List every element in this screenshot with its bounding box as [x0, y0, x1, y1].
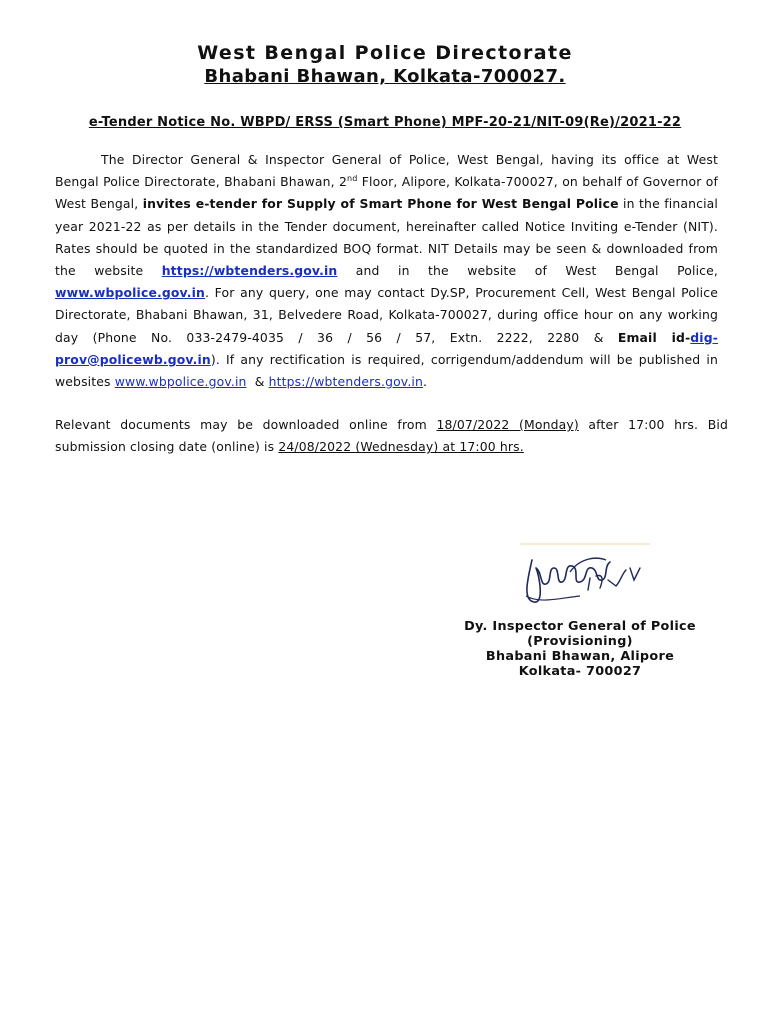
wbpolice-link-2[interactable]: www.wbpolice.gov.in — [114, 374, 247, 390]
office-title: West Bengal Police Directorate — [197, 42, 573, 64]
signature-underline — [526, 596, 580, 600]
p1-text-b: Floor, Alipore, Kolkata-700027, on behalf of Governor of West Bengal, — [55, 174, 719, 212]
p1-text-f: ). If any rectification is required, corrigendum/addendum will be published in websites — [55, 351, 718, 390]
wbpolice-link[interactable]: www.wbpolice.gov.in — [55, 285, 205, 301]
notice-paragraph-2 — [55, 414, 728, 458]
handwritten-signature — [510, 538, 660, 618]
p1-bold-invite: invites e-tender for Supply of Smart Phone for West Bengal Police — [142, 196, 619, 212]
download-date: 18/07/2022 (Monday) — [436, 417, 579, 432]
closing-date: 24/08/2022 (Wednesday) at 17:00 hrs. — [278, 439, 524, 455]
p1-text-c: in the financial year 2021-22 as per details in the Tender document, hereinafter called Notice Inviting e-Tender (NIT). Rates should be quoted in the standardized BOQ format. NIT Details may be seen & downloaded from the website — [55, 196, 718, 279]
email-label: Email id- — [617, 329, 691, 345]
p1-superscript: nd — [347, 174, 358, 184]
signatory-city: Kolkata- 700027 — [518, 664, 642, 679]
wbtenders-link[interactable]: https://wbtenders.gov.in — [161, 263, 338, 279]
signature-stroke-main — [527, 560, 610, 602]
p1-text-a: The Director General & Inspector General of Police, West Bengal, having its office at West Bengal Police Directorate, Bhabani Bhawan, 2 — [55, 152, 718, 190]
p2-text-a: Relevant documents may be downloaded online from — [55, 417, 437, 432]
signatory-block — [445, 619, 715, 679]
email-link[interactable]: dig-prov@policewb.gov.in — [55, 329, 719, 367]
office-address: Bhabani Bhawan, Kolkata-700027. — [204, 66, 566, 87]
p1-text-e: . For any query, one may contact Dy.SP, Procurement Cell, West Bengal Police Directorate, Bhabani Bhawan, 31, Belvedere Road, Kolkata-700027, during office hour on any working day (Phone No. 033-2479-4035 / 36 / 56 / 57, Extn. 2222, 2280 & — [55, 285, 718, 345]
notice-paragraph-1 — [55, 149, 718, 393]
wbtenders-link-2[interactable]: https://wbtenders.gov.in — [268, 374, 424, 390]
signatory-department: (Provisioning) — [527, 634, 633, 649]
signatory-designation: Dy. Inspector General of Police — [464, 619, 696, 634]
signatory-office: Bhabani Bhawan, Alipore — [485, 649, 675, 664]
notice-number: e-Tender Notice No. WBPD/ ERSS (Smart Phone) MPF-20-21/NIT-09(Re)/2021-22 — [88, 115, 682, 130]
p1-text-g: & — [246, 374, 269, 390]
p1-text-h: . — [423, 374, 428, 390]
p1-text-d: and in the website of West Bengal Police, — [337, 263, 719, 279]
p2-text-b: after 17:00 hrs. Bid submission closing date (online) is — [55, 417, 728, 455]
